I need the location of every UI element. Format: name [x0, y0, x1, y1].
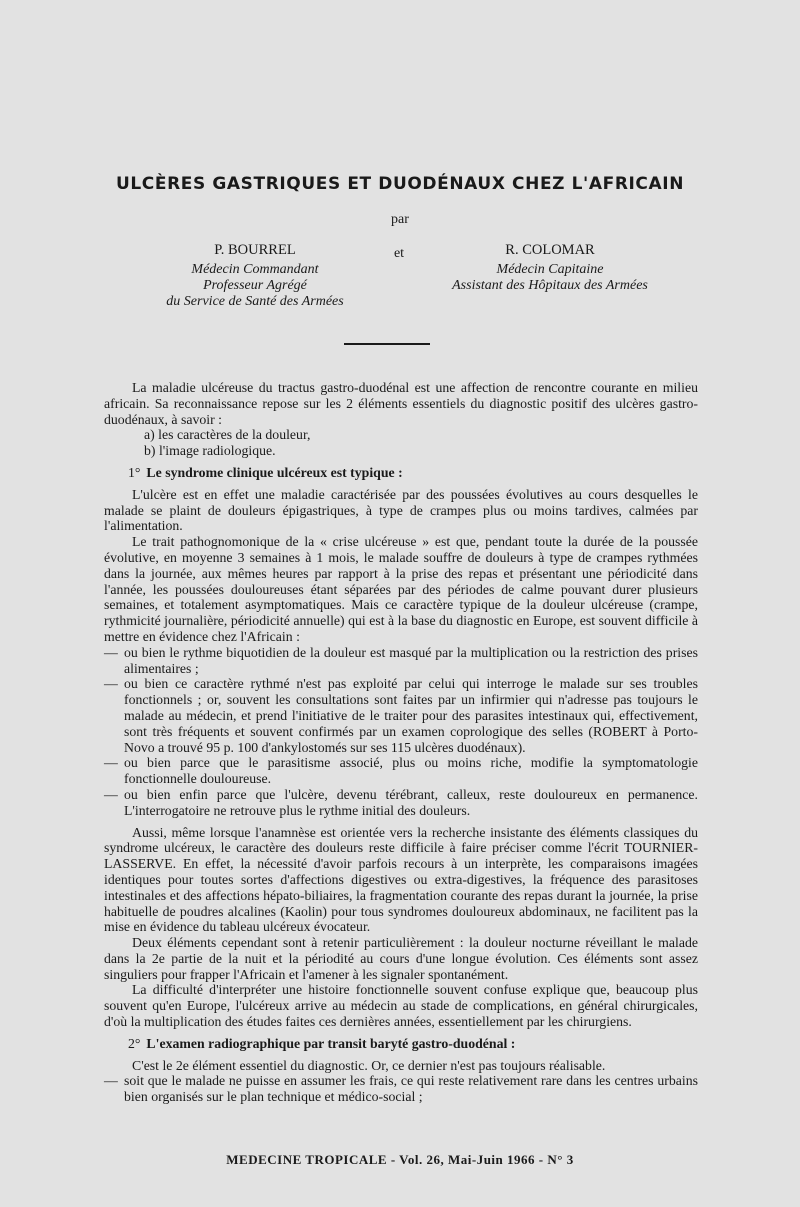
- section-1-paragraph-5: La difficulté d'interpréter une histoire fonctionnelle souvent confuse explique que, beaucoup plus souvent qu'en Europe, l'ulcéreux arrive au médecin au stade de complications, en général chirurgicales, d'où la multiplication des études faites ces dernières années, essentiellement par les chirurgiens.: [104, 982, 698, 1030]
- intro-list-item-b: b) l'image radiologique.: [144, 443, 276, 459]
- dash-item-text: ou bien le rythme biquotidien de la douleur est masqué par la multiplication ou la restriction des prises alimentaires ;: [124, 644, 698, 676]
- and-word: et: [393, 246, 405, 261]
- dash-item-text: ou bien parce que le parasitisme associé, plus ou moins riche, modifie la symptomatologie fonctionnelle douloureuse.: [124, 755, 698, 787]
- author-1: [130, 242, 380, 310]
- dash-marker: —: [104, 1073, 118, 1089]
- dash-marker: —: [104, 755, 118, 771]
- section-1-number: 1°: [128, 464, 141, 480]
- section-1-paragraph-1: L'ulcère est en effet une maladie caractérisée par des poussées évolutives au cours desquelles le malade se plaint de douleurs épigastriques, à type de crampes plus ou moins tardives, calmées par l'alimentation.: [104, 486, 698, 534]
- section-1-paragraph-2: Le trait pathognomonique de la « crise ulcéreuse » est que, pendant toute la durée de la poussée évolutive, en moyenne 3 semaines à 1 mois, le malade souffre de douleurs à type de crampes rythmées dans la journée, aux mêmes heures par rapport à la prise des repas et présentant une périodicité dans l'année, les poussées douloureuses étant séparées par des périodes de calme pouvant durer plusieurs semaines, et totalement asymptomatiques. Mais ce caractère typique de la douleur ulcéreuse (crampe, rythmicité journalière, périodicité annuelle) qui est à la base du diagnostic en Europe, est souvent difficile à mettre en évidence chez l'Africain :: [104, 534, 698, 644]
- by-line: par: [391, 212, 409, 227]
- author-1-role-3: du Service de Santé des Armées: [166, 294, 344, 309]
- section-1-dash-item-1: [104, 645, 698, 677]
- author-1-role-1: Médecin Commandant: [191, 262, 319, 277]
- section-2-paragraph-1: C'est le 2e élément essentiel du diagnostic. Or, ce dernier n'est pas toujours réalisable.: [132, 1057, 606, 1073]
- section-2-heading: [128, 1036, 698, 1052]
- dash-marker: —: [104, 676, 118, 692]
- title-divider: [344, 343, 430, 345]
- dash-item-text: ou bien ce caractère rythmé n'est pas exploité par celui qui interroge le malade sur ses troubles fonctionnels ; or, souvent les consultations sont faites par un infirmier qui n'adresse pas toujours le malade au médecin, et prend l'initiative de le traiter pour des parasites intestinaux qui, effectivement, sont très fréquents et souvent confirmés par un examen coprologique des selles (ROBERT à Porto-Novo a trouvé 95 p. 100 d'ankylostomés sur ses 115 ulcères duodénaux).: [124, 676, 698, 755]
- dash-item-text: ou bien enfin parce que l'ulcère, devenu térébrant, calleux, reste douloureux en permanence. L'interrogatoire ne retrouve plus le rythme initial des douleurs.: [124, 786, 698, 818]
- intro-list: [144, 427, 698, 459]
- author-1-role-2: Professeur Agrégé: [203, 278, 307, 293]
- section-1-heading: [128, 465, 698, 481]
- section-1-paragraph-3: Aussi, même lorsque l'anamnèse est orientée vers la recherche insistante des éléments classiques du syndrome ulcéreux, le caractère des douleurs reste difficile à faire préciser comme l'écrit TOURNIER-LASSERVE. En effet, la nécessité d'avoir parfois recours à un interprète, les comparaisons imagées identiques pour toutes sortes d'affections digestives ou extra-digestives, la fréquence des parasitoses intestinales et des affections hépato-biliaires, la fragmentation courante des repas durant la journée, la prise habituelle de poudres alcalines (Kaolin) pour tous syndromes douloureux abdominaux, ne facilitent pas la mise en évidence du tableau ulcéreux évocateur.: [104, 824, 698, 935]
- journal-footer: MEDECINE TROPICALE - Vol. 26, Mai-Juin 1966 - N° 3: [226, 1152, 574, 1167]
- author-2-role-2: Assistant des Hôpitaux des Armées: [452, 278, 648, 293]
- author-2: [415, 242, 685, 294]
- section-1-paragraph-4: Deux éléments cependant sont à retenir particulièrement : la douleur nocturne réveillant le malade dans la 2e partie de la nuit et la périodité au cours d'une longue évolution. Ces éléments sont assez singuliers pour frapper l'Africain et l'amener à les signaler spontanément.: [104, 935, 698, 982]
- author-1-name: P. BOURREL: [214, 242, 296, 258]
- section-2-dash-item-1: [104, 1073, 698, 1105]
- dash-marker: —: [104, 644, 118, 660]
- section-2-title: L'examen radiographique par transit baryté gastro-duodénal :: [146, 1035, 516, 1051]
- author-2-role-1: Médecin Capitaine: [496, 262, 604, 277]
- author-2-name: R. COLOMAR: [505, 242, 595, 258]
- article-body: [104, 380, 698, 1105]
- section-2-number: 2°: [128, 1035, 141, 1051]
- dash-item-text: soit que le malade ne puisse en assumer les frais, ce qui reste relativement rare dans les centres urbains bien organisés sur le plan technique et médico-social ;: [124, 1073, 698, 1105]
- section-1-dash-item-2: [104, 676, 698, 755]
- intro-paragraph: La maladie ulcéreuse du tractus gastro-duodénal est une affection de rencontre courante en milieu africain. Sa reconnaissance repose sur les 2 éléments essentiels du diagnostic positif des ulcères gastro-duodénaux, à savoir :: [104, 380, 698, 427]
- dash-marker: —: [104, 786, 118, 802]
- section-1-dash-item-3: [104, 755, 698, 787]
- section-1-title: Le syndrome clinique ulcéreux est typique :: [146, 464, 403, 480]
- intro-list-item-a: a) les caractères de la douleur,: [144, 427, 311, 443]
- article-title: ULCÈRES GASTRIQUES ET DUODÉNAUX CHEZ L'AFRICAIN: [115, 174, 685, 194]
- section-1-dash-item-4: [104, 787, 698, 819]
